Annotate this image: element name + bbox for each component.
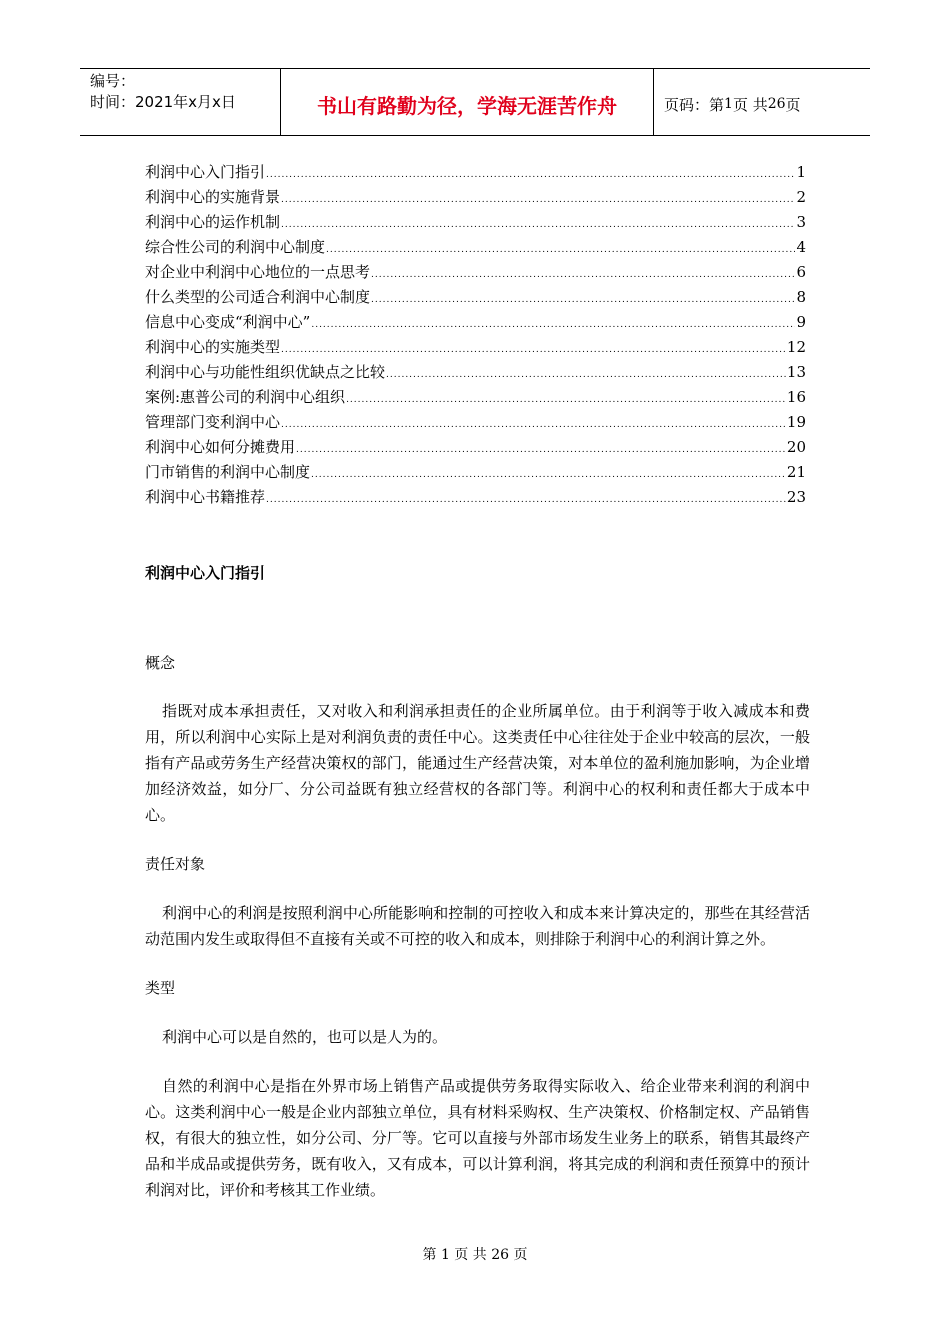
concept-heading: 概念 xyxy=(145,654,176,672)
document-header xyxy=(80,68,870,136)
toc-entry[interactable] xyxy=(145,460,806,485)
toc-entry-page: 8 xyxy=(796,288,806,306)
toc-entry-page: 4 xyxy=(796,238,806,256)
page-label-mid: 页 共 xyxy=(732,95,768,114)
toc-entry-page: 2 xyxy=(796,188,806,206)
toc-entry[interactable] xyxy=(145,185,806,210)
toc-entry-page: 12 xyxy=(786,338,806,356)
toc-entry[interactable] xyxy=(145,210,806,235)
toc-dot-leader xyxy=(326,238,795,263)
header-motto: 书山有路勤为径，学海无涯苦作舟 xyxy=(281,69,654,135)
main-content xyxy=(145,558,810,1203)
toc-dot-leader xyxy=(371,288,795,313)
page-current: 1 xyxy=(724,96,733,112)
toc-dot-leader xyxy=(296,438,786,463)
toc-dot-leader xyxy=(281,188,795,213)
toc-dot-leader xyxy=(311,463,786,488)
toc-entry-page: 1 xyxy=(796,163,806,181)
type-paragraph-2: 自然的利润中心是指在外界市场上销售产品或提供劳务取得实际收入、给企业带来利润的利润中心。这类利润中心一般是企业内部独立单位，具有材料采购权、生产决策权、价格制定权、产品销售权，有很大的独立性，如分公司、分厂等。它可以直接与外部市场发生业务上的联系，销售其最终产品和半成品或提供劳务，既有收入，又有成本，可以计算利润，将其完成的利润和责任预算中的预计利润对比，评价和考核其工作业绩。 xyxy=(145,1077,810,1199)
toc-entry[interactable] xyxy=(145,385,806,410)
toc-entry-title: 利润中心与功能性组织优缺点之比较 xyxy=(145,363,386,381)
toc-entry-title: 利润中心书籍推荐 xyxy=(145,488,266,506)
toc-entry-title: 利润中心的实施背景 xyxy=(145,188,281,206)
toc-entry-title: 门市销售的利润中心制度 xyxy=(145,463,311,481)
toc-entry-page: 3 xyxy=(796,213,806,231)
toc-entry[interactable] xyxy=(145,235,806,260)
toc-entry-title: 管理部门变利润中心 xyxy=(145,413,281,431)
page-total: 26 xyxy=(767,96,786,112)
toc-entry[interactable] xyxy=(145,360,806,385)
toc-entry-page: 23 xyxy=(786,488,806,506)
toc-entry[interactable] xyxy=(145,260,806,285)
toc-entry[interactable] xyxy=(145,310,806,335)
type-paragraph-1: 利润中心可以是自然的，也可以是人为的。 xyxy=(162,1028,448,1046)
toc-entry[interactable] xyxy=(145,335,806,360)
toc-entry-title: 利润中心如何分摊费用 xyxy=(145,438,296,456)
time-label: 时间：2021年x月x日 xyxy=(90,93,236,111)
toc-entry-page: 16 xyxy=(786,388,806,406)
toc-entry[interactable] xyxy=(145,410,806,435)
toc-dot-leader xyxy=(266,488,786,513)
toc-entry-title: 什么类型的公司适合利润中心制度 xyxy=(145,288,371,306)
toc-entry[interactable] xyxy=(145,160,806,185)
toc-dot-leader xyxy=(281,413,786,438)
serial-label: 编号： xyxy=(90,72,136,90)
header-page-info xyxy=(654,69,870,135)
type-heading: 类型 xyxy=(145,979,176,997)
toc-entry[interactable] xyxy=(145,435,806,460)
toc-dot-leader xyxy=(346,388,786,413)
section-title: 利润中心入门指引 xyxy=(145,564,266,582)
toc-entry-page: 6 xyxy=(796,263,806,281)
toc-dot-leader xyxy=(311,313,795,338)
toc-entry-title: 利润中心的实施类型 xyxy=(145,338,281,356)
toc-dot-leader xyxy=(281,213,795,238)
responsibility-heading: 责任对象 xyxy=(145,855,206,873)
toc-entry-title: 利润中心入门指引 xyxy=(145,163,266,181)
toc-entry-title: 利润中心的运作机制 xyxy=(145,213,281,231)
toc-entry-page: 19 xyxy=(786,413,806,431)
toc-entry-title: 对企业中利润中心地位的一点思考 xyxy=(145,263,371,281)
table-of-contents xyxy=(145,160,806,510)
page-label-prefix: 页码：第 xyxy=(664,95,725,114)
page-label-suffix: 页 xyxy=(785,95,801,114)
header-meta xyxy=(80,69,281,135)
toc-entry-page: 13 xyxy=(786,363,806,381)
toc-dot-leader xyxy=(371,263,795,288)
toc-entry-title: 案例:惠普公司的利润中心组织 xyxy=(145,388,346,406)
toc-dot-leader xyxy=(386,363,786,388)
toc-entry-title: 综合性公司的利润中心制度 xyxy=(145,238,326,256)
toc-entry-title: 信息中心变成“利润中心” xyxy=(145,313,311,331)
page-footer: 第 1 页 共 26 页 xyxy=(422,1247,528,1263)
toc-entry[interactable] xyxy=(145,285,806,310)
toc-entry-page: 20 xyxy=(786,438,806,456)
responsibility-paragraph: 利润中心的利润是按照利润中心所能影响和控制的可控收入和成本来计算决定的，那些在其经营活动范围内发生或取得但不直接有关或不可控的收入和成本，则排除于利润中心的利润计算之外。 xyxy=(145,904,810,948)
toc-dot-leader xyxy=(266,163,795,188)
toc-entry-page: 9 xyxy=(796,313,806,331)
concept-paragraph: 指既对成本承担责任，又对收入和利润承担责任的企业所属单位。由于利润等于收入减成本和费用，所以利润中心实际上是对利润负责的责任中心。这类责任中心往往处于企业中较高的层次，一般指有产品或劳务生产经营决策权的部门，能通过生产经营决策，对本单位的盈利施加影响，为企业增加经济效益，如分厂、分公司益既有独立经营权的各部门等。利润中心的权利和责任都大于成本中心。 xyxy=(145,702,810,824)
toc-entry-page: 21 xyxy=(786,463,806,481)
toc-entry[interactable] xyxy=(145,485,806,510)
